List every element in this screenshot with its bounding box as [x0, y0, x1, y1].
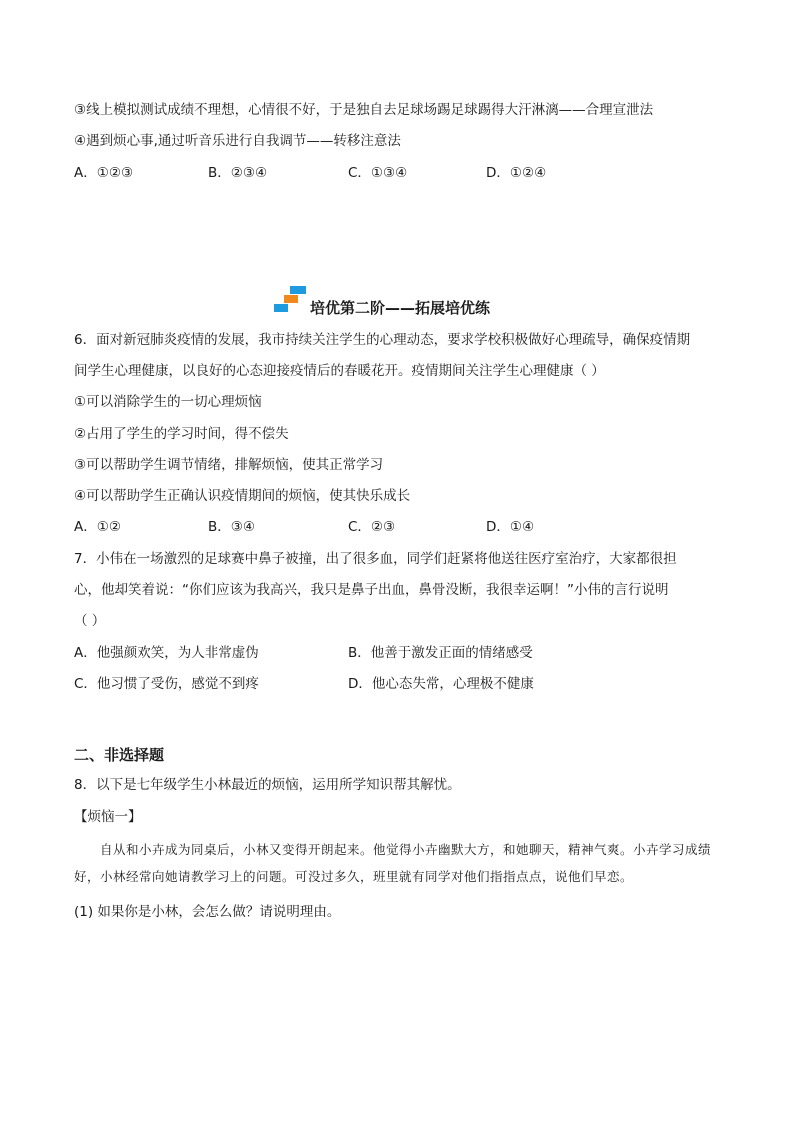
q7-stem-line-1: 7．小伟在一场激烈的足球赛中鼻子被撞，出了很多血，同学们赶紧将他送往医疗室治疗，大家都很担	[74, 551, 677, 567]
q6-option-b: B．③④	[208, 519, 255, 535]
q6-stem-line-2: 间学生心理健康，以良好的心态迎接疫情后的春暖花开。疫情期间关注学生心理健康（ ）	[74, 363, 605, 379]
q8-intro: 8．以下是七年级学生小林最近的烦恼，运用所学知识帮其解忧。	[74, 777, 461, 793]
q5-option-d: D．①②④	[486, 165, 547, 181]
q8-subquestion-1: (1) 如果你是小林，会怎么做？请说明理由。	[74, 904, 341, 920]
q5-option-a: A．①②③	[74, 165, 134, 181]
q5-statement-3: ③线上模拟测试成绩不理想，心情很不好，于是独自去足球场踢足球踢得大汗淋漓——合理宣泄法	[74, 102, 654, 118]
q6-statement-1: ①可以消除学生的一切心理烦恼	[74, 394, 262, 410]
q5-option-b: B．②③④	[208, 165, 268, 181]
trouble-1-label: 【烦恼一】	[74, 809, 142, 825]
q6-option-c: C．②③	[348, 519, 396, 535]
q7-option-c: C．他习惯了受伤，感觉不到疼	[74, 676, 259, 692]
q6-stem-line-1: 6．面对新冠肺炎疫情的发展，我市持续关注学生的心理动态，要求学校积极做好心理疏导，确保疫情期	[74, 332, 691, 348]
q7-option-d: D．他心态失常，心理极不健康	[348, 676, 534, 692]
section-title	[0, 284, 794, 317]
q6-statement-3: ③可以帮助学生调节情绪，排解烦恼，使其正常学习	[74, 457, 384, 473]
q6-statement-2: ②占用了学生的学习时间，得不偿失	[74, 426, 289, 442]
section-title-text: 培优第二阶——拓展培优练	[310, 299, 491, 317]
steps-logo-icon	[272, 284, 312, 316]
q7-option-a: A．他强颜欢笑，为人非常虚伪	[74, 645, 259, 661]
q5-statement-4: ④遇到烦心事,通过听音乐进行自我调节——转移注意法	[74, 133, 401, 149]
q5-option-c: C．①③④	[348, 165, 408, 181]
q6-option-d: D．①④	[486, 519, 535, 535]
q6-option-a: A．①②	[74, 519, 121, 535]
q6-statement-4: ④可以帮助学生正确认识疫情期间的烦恼，使其快乐成长	[74, 488, 411, 504]
q7-stem-line-2: 心，他却笑着说：“你们应该为我高兴，我只是鼻子出血，鼻骨没断，我很幸运啊！”小伟的言行说明	[74, 582, 669, 598]
q7-option-b: B．他善于激发正面的情绪感受	[348, 645, 533, 661]
q7-answer-bracket: （ ）	[74, 613, 106, 629]
trouble-1-story: 自从和小卉成为同桌后，小林又变得开朗起来。他觉得小卉幽默大方，和她聊天，精神气爽。小卉学习成绩好，小林经常向她请教学习上的问题。可没过多久，班里就有同学对他们指指点点，说他们早恋。	[74, 842, 712, 884]
part2-heading: 二、非选择题	[74, 746, 165, 764]
